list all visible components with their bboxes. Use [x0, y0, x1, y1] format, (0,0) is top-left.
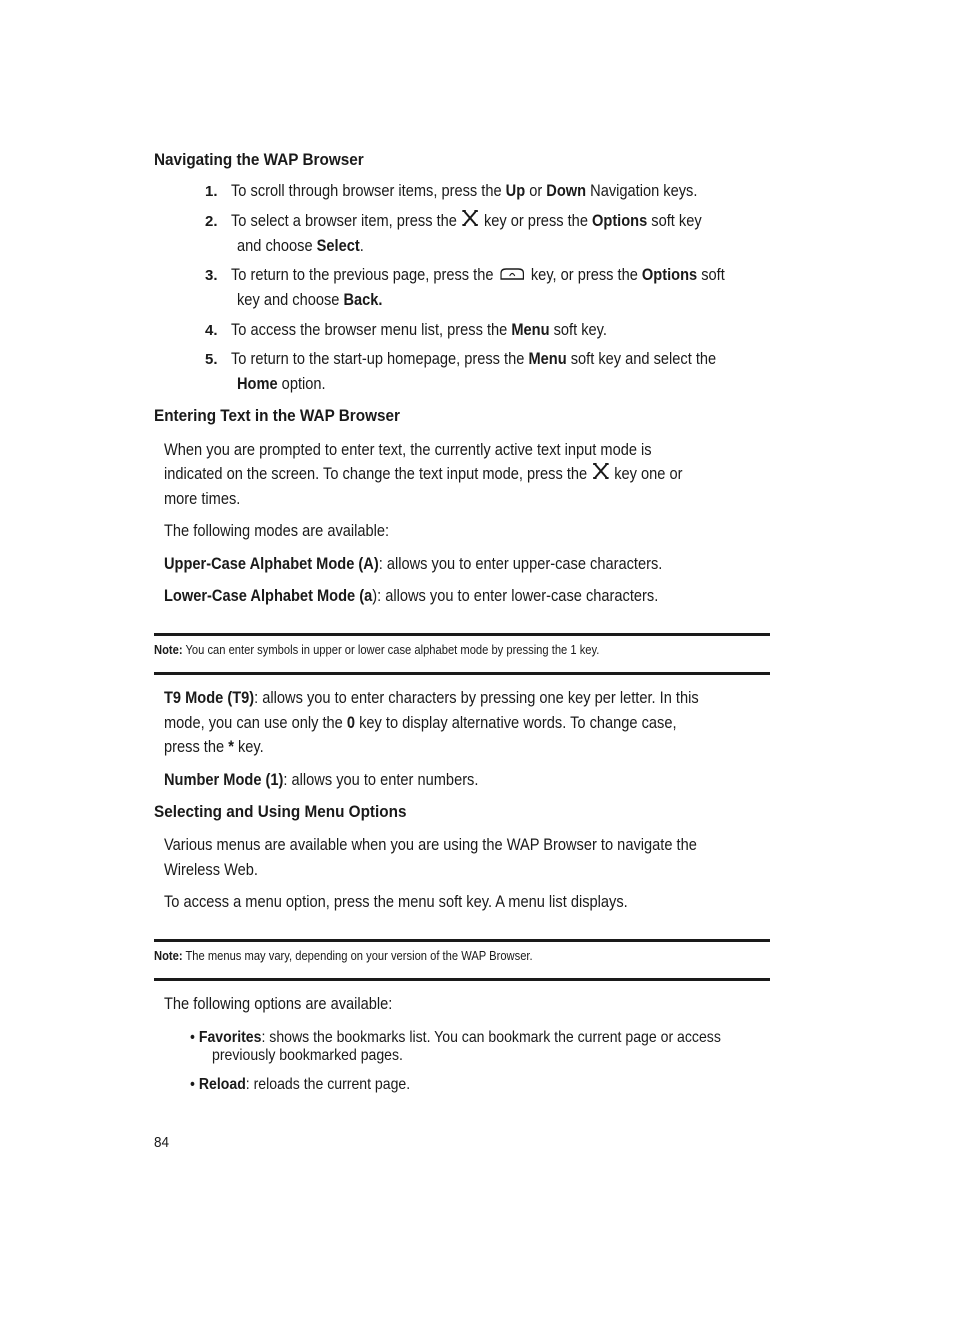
step-number: 4. — [205, 322, 218, 339]
mode-lower-case: Lower-Case Alphabet Mode (a): allows you to enter lower-case characters. — [164, 586, 659, 605]
select-key-icon — [461, 209, 480, 234]
note-rule-top — [154, 633, 770, 636]
paragraph: To access a menu option, press the menu soft key. A menu list displays. — [164, 892, 628, 911]
select-key-icon — [591, 462, 610, 487]
step-number: 2. — [205, 213, 218, 230]
note-rule-bottom — [154, 978, 770, 981]
note-rule-top — [154, 939, 770, 942]
paragraph: indicated on the screen. To change the text input mode, press the key one or — [164, 461, 682, 487]
back-key-icon — [498, 263, 527, 288]
heading-menu-options: Selecting and Using Menu Options — [154, 802, 407, 821]
step-3-text: To return to the previous page, press the key, or press the Options soft — [231, 262, 725, 288]
step-1-text: To scroll through browser items, press the Up or Down Navigation keys. — [231, 181, 698, 200]
paragraph: The following modes are available: — [164, 521, 390, 540]
note-symbols: Note: You can enter symbols in upper or lower case alphabet mode by pressing the 1 key. — [154, 642, 600, 657]
bullet: • — [190, 1076, 195, 1093]
note-menus: Note: The menus may vary, depending on your version of the WAP Browser. — [154, 948, 533, 963]
paragraph: The following options are available: — [164, 994, 393, 1013]
step-2-text: To select a browser item, press the key or press the Options soft key — [231, 208, 702, 234]
list-item-reload: • Reload: reloads the current page. — [190, 1076, 411, 1093]
step-5-text-cont: Home option. — [237, 374, 326, 393]
list-item-favorites-cont: previously bookmarked pages. — [212, 1047, 403, 1064]
step-number: 5. — [205, 351, 218, 368]
paragraph: Wireless Web. — [164, 860, 258, 879]
heading-entering-text: Entering Text in the WAP Browser — [154, 406, 400, 425]
mode-number: Number Mode (1): allows you to enter numbers. — [164, 770, 479, 789]
step-2-text-cont: and choose Select. — [237, 236, 364, 255]
mode-t9-cont: press the * key. — [164, 737, 264, 756]
heading-navigating: Navigating the WAP Browser — [154, 150, 364, 169]
mode-t9-cont: mode, you can use only the 0 key to display alternative words. To change case, — [164, 713, 677, 732]
mode-upper-case: Upper-Case Alphabet Mode (A): allows you to enter upper-case characters. — [164, 554, 663, 573]
paragraph: Various menus are available when you are using the WAP Browser to navigate the — [164, 835, 697, 854]
step-3-text-cont: key and choose Back. — [237, 290, 383, 309]
step-4-text: To access the browser menu list, press the Menu soft key. — [231, 320, 607, 339]
paragraph: more times. — [164, 489, 241, 508]
step-5-text: To return to the start-up homepage, press the Menu soft key and select the — [231, 349, 717, 368]
step-number: 3. — [205, 267, 218, 284]
note-rule-bottom — [154, 672, 770, 675]
list-item-favorites: • Favorites: shows the bookmarks list. You can bookmark the current page or access — [190, 1029, 721, 1046]
mode-t9: T9 Mode (T9): allows you to enter characters by pressing one key per letter. In this — [164, 688, 699, 707]
paragraph: When you are prompted to enter text, the currently active text input mode is — [164, 440, 652, 459]
page-number: 84 — [154, 1134, 170, 1151]
bullet: • — [190, 1029, 195, 1046]
step-number: 1. — [205, 183, 218, 200]
